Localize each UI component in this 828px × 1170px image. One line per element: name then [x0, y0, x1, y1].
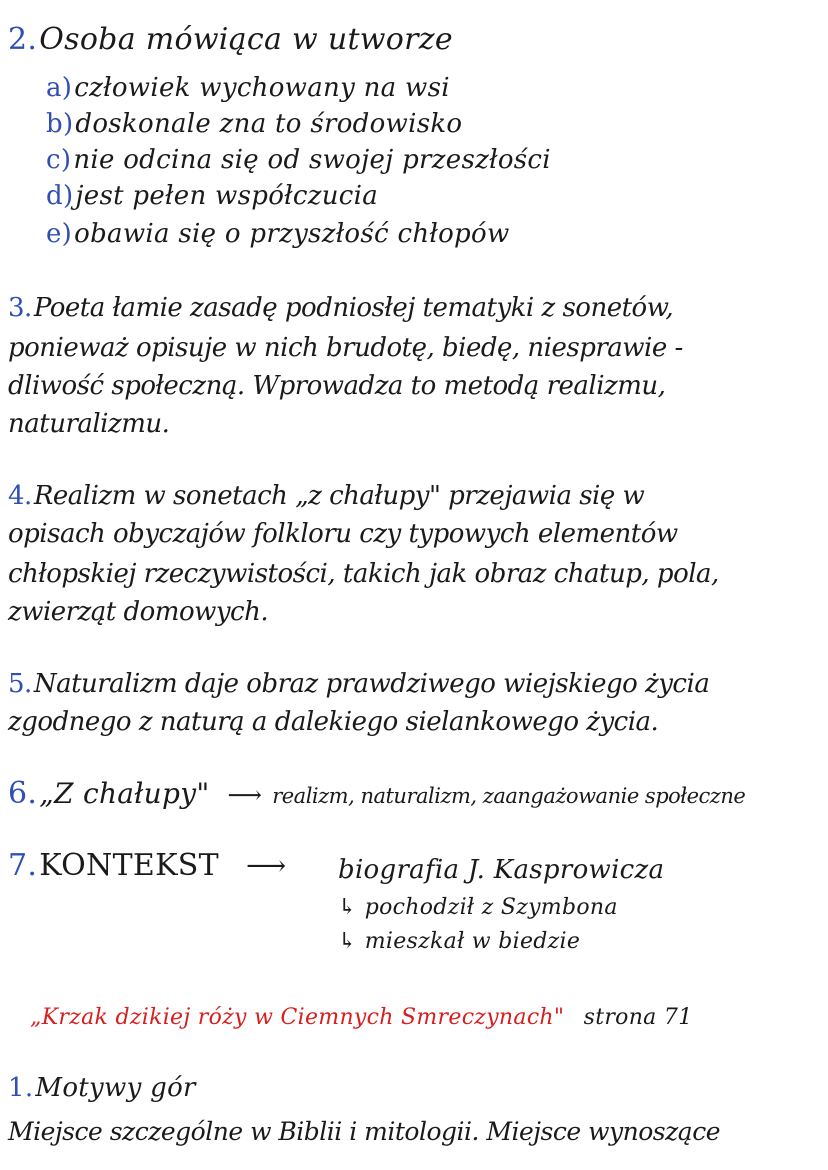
long-right-arrow-icon: ⟶: [246, 849, 287, 882]
section-7-number: 7.: [8, 848, 38, 883]
section-2-number: 2.: [8, 22, 38, 57]
section-2-item-e: [46, 216, 510, 252]
section-4-text: Realizm w sonetach „z chałupy" przejawia się w: [33, 481, 645, 511]
item-letter: e): [46, 219, 73, 249]
section-7-sub-1-text: pochodził z Szymbona: [364, 895, 618, 920]
section-6-text: realizm, naturalizm, zaangażowanie społeczne: [272, 784, 746, 808]
item-letter: c): [46, 145, 72, 175]
poem-title: „Krzak dzikiej róży w Ciemnych Smreczynach": [30, 1005, 565, 1030]
section-2-item-c: [46, 142, 551, 178]
item-text: jest pełen współczucia: [75, 181, 379, 211]
item-letter: d): [46, 181, 74, 211]
item-text: doskonale zna to środowisko: [75, 109, 463, 139]
section-1-line: Miejsce szczególne w Biblii i mitologii. Miejsce wynoszące: [8, 1117, 720, 1146]
poem-title-line: [30, 1000, 693, 1036]
section-4-line-1: [8, 478, 644, 514]
section-4-line-3: chłopskiej rzeczywistości, takich jak obraz chatup, pola,: [8, 559, 719, 589]
item-text: człowiek wychowany na wsi: [74, 73, 450, 103]
section-3-line-3: dliwość społeczną. Wprowadza to metodą realizmu,: [8, 371, 666, 401]
section-5-number: 5.: [8, 669, 32, 699]
section-1-number: 1.: [8, 1073, 34, 1103]
section-5-line-2: zgodnego z naturą a dalekiego sielankowego życia.: [8, 707, 659, 737]
section-4-line-4: zwierząt domowych.: [8, 597, 269, 627]
section-3-line-1: [8, 290, 673, 326]
section-7-line: [8, 848, 219, 884]
section-1-heading: [8, 1070, 196, 1106]
section-3-text: Poeta łamie zasadę podniosłej tematyki z sonetów,: [33, 293, 674, 323]
section-2-item-b: [46, 106, 462, 142]
section-5-line-1: [8, 666, 709, 702]
item-text: nie odcina się od swojej przeszłości: [73, 145, 551, 175]
section-7-main: biografia J. Kasprowicza: [338, 855, 665, 885]
section-2-heading-text: Osoba mówiąca w utworze: [39, 22, 453, 57]
right-arrow-icon: ⟶: [227, 781, 263, 809]
section-6-title: „Z chałupy": [39, 777, 210, 810]
section-7-title: KONTEKST: [39, 848, 219, 883]
section-7-sub-1: [338, 890, 618, 926]
section-7-sub-2: [338, 924, 580, 960]
section-2-item-a: [46, 70, 450, 106]
item-text: obawia się o przyszłość chłopów: [74, 219, 510, 249]
section-3-number: 3.: [8, 293, 32, 323]
return-arrow-icon: ↳: [338, 929, 357, 954]
section-2-item-d: [46, 178, 378, 214]
section-4-line-2: opisach obyczajów folkloru czy typowych elementów: [8, 519, 678, 549]
section-6-line: [8, 776, 745, 814]
section-2-heading: [8, 22, 453, 58]
item-letter: b): [46, 109, 74, 139]
item-letter: a): [46, 73, 73, 103]
return-arrow-icon: ↳: [338, 895, 357, 920]
section-4-number: 4.: [8, 481, 32, 511]
section-7-sub-2-text: mieszkał w biedzie: [364, 929, 581, 954]
page-reference: strona 71: [583, 1005, 693, 1030]
section-6-number: 6.: [8, 776, 38, 811]
section-1-heading-text: Motywy gór: [35, 1073, 196, 1103]
section-3-line-2: ponieważ opisuje w nich brudotę, biedę, niesprawie -: [8, 333, 683, 363]
section-3-line-4: naturalizmu.: [8, 409, 170, 439]
section-5-text: Naturalizm daje obraz prawdziwego wiejskiego życia: [33, 669, 710, 699]
